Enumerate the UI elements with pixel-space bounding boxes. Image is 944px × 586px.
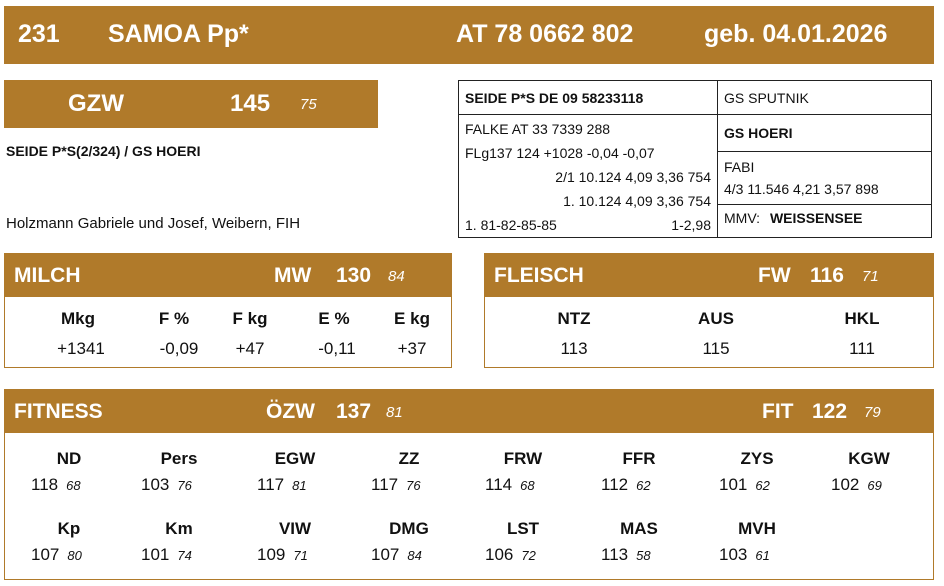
trait-name: Pers	[160, 449, 198, 468]
trait-value: 118	[31, 475, 59, 494]
fw-value: 116	[810, 264, 844, 287]
fitness-trait-ffr	[601, 449, 691, 495]
gzw-label: GZW	[68, 90, 124, 117]
trait-reliability: 61	[755, 548, 770, 563]
trait-name: Km	[165, 519, 193, 538]
milch-h-ekg: E kg	[394, 309, 430, 328]
trait-name: FRW	[503, 449, 543, 468]
fit-label: FIT	[762, 400, 794, 423]
trait-value-row	[371, 475, 461, 495]
trait-value-row	[485, 475, 575, 495]
trait-name: DMG	[389, 519, 429, 538]
fitness-panel	[4, 433, 934, 580]
dam-sire	[718, 152, 932, 238]
dam-perf-1: 2/1 10.124 4,09 3,36 754	[555, 169, 711, 185]
trait-value: 109	[257, 545, 286, 564]
fleisch-h-ntz: NTZ	[557, 309, 591, 328]
trait-value-row	[371, 545, 461, 565]
ozw-reliability: 81	[386, 404, 403, 421]
dam-scores: 1. 81-82-85-85	[465, 217, 557, 233]
trait-value-row	[601, 475, 691, 495]
trait-value-row	[141, 475, 231, 495]
trait-value: 103	[719, 545, 748, 564]
milch-bar	[4, 253, 452, 297]
milch-v-ekg: +37	[397, 339, 427, 358]
trait-reliability: 74	[177, 548, 192, 563]
fitness-trait-frw	[485, 449, 575, 495]
trait-value-row	[485, 545, 575, 565]
parentage: SEIDE P*S(2/324) / GS HOERI	[6, 143, 201, 159]
milch-h-fpct: F %	[158, 309, 190, 328]
trait-value: 113	[601, 545, 629, 564]
fitness-trait-dmg	[371, 519, 461, 565]
trait-value-row	[257, 475, 347, 495]
fleisch-title: FLEISCH	[494, 264, 584, 287]
header-bar	[4, 6, 934, 64]
trait-value: 106	[485, 545, 514, 564]
dam-last-row	[465, 213, 711, 237]
ozw-label: ÖZW	[266, 400, 315, 423]
trait-name: ND	[56, 449, 82, 468]
fleisch-v-ntz: 113	[560, 339, 588, 358]
trait-name: KGW	[848, 449, 890, 468]
trait-value: 117	[371, 475, 399, 494]
fitness-trait-km	[141, 519, 231, 565]
mw-value: 130	[336, 264, 372, 287]
trait-reliability: 68	[520, 478, 535, 493]
fleisch-v-aus: 115	[702, 339, 730, 358]
trait-name: ZZ	[398, 449, 420, 468]
mmv-value: WEISSENSEE	[769, 210, 863, 226]
milch-title: MILCH	[14, 264, 81, 287]
trait-reliability: 62	[636, 478, 651, 493]
trait-reliability: 68	[66, 478, 81, 493]
milch-h-mkg: Mkg	[61, 309, 95, 328]
dam-calving: 1-2,98	[671, 217, 711, 233]
sire: SEIDE P*S DE 09 58233118	[459, 81, 718, 115]
fitness-trait-mas	[601, 519, 691, 565]
trait-name: FFR	[622, 449, 656, 468]
mmv-label: MMV:	[724, 210, 761, 226]
sire-sire: GS SPUTNIK	[718, 81, 932, 115]
trait-value-row	[601, 545, 691, 565]
trait-reliability: 80	[67, 548, 82, 563]
fit-reliability: 79	[864, 404, 881, 421]
fitness-trait-kgw	[831, 449, 921, 495]
fit-value: 122	[812, 400, 848, 423]
fitness-trait-viw	[257, 519, 347, 565]
animal-number: 231	[18, 20, 60, 48]
dam: FALKE AT 33 7339 288	[465, 121, 611, 137]
fleisch-v-hkl: 111	[849, 339, 875, 358]
milch-v-epct: -0,11	[318, 339, 356, 358]
trait-reliability: 84	[407, 548, 422, 563]
fitness-trait-zz	[371, 449, 461, 495]
trait-value: 114	[485, 475, 513, 494]
animal-name: SAMOA Pp*	[108, 20, 249, 48]
fitness-trait-kp	[31, 519, 121, 565]
ear-tag: AT 78 0662 802	[456, 20, 634, 48]
trait-value: 101	[719, 475, 748, 494]
trait-value: 102	[831, 475, 860, 494]
trait-name: EGW	[274, 449, 316, 468]
fw-reliability: 71	[862, 268, 879, 285]
trait-reliability: 71	[293, 548, 308, 563]
fitness-trait-pers	[141, 449, 231, 495]
fitness-trait-zys	[719, 449, 809, 495]
trait-value-row	[719, 475, 809, 495]
birth-date: geb. 04.01.2026	[704, 20, 888, 48]
trait-value-row	[31, 545, 121, 565]
milch-panel	[4, 297, 452, 368]
fitness-trait-lst	[485, 519, 575, 565]
trait-reliability: 76	[177, 478, 192, 493]
trait-reliability: 62	[755, 478, 770, 493]
trait-value-row	[719, 545, 809, 565]
trait-value: 117	[257, 475, 285, 494]
fitness-trait-nd	[31, 449, 121, 495]
fitness-trait-egw	[257, 449, 347, 495]
trait-value: 107	[31, 545, 60, 564]
dam-lactation: FLg137 124 +1028 -0,04 -0,07	[465, 145, 655, 161]
dam-block	[459, 115, 718, 238]
milch-v-fkg: +47	[235, 339, 265, 358]
dam-sire-perf: 4/3 11.546 4,21 3,57 898	[724, 181, 879, 197]
pedigree-table	[458, 80, 932, 238]
trait-value: 103	[141, 475, 170, 494]
fitness-trait-mvh	[719, 519, 809, 565]
trait-reliability: 81	[292, 478, 307, 493]
trait-value: 112	[601, 475, 629, 494]
trait-value: 101	[141, 545, 170, 564]
ozw-value: 137	[336, 400, 372, 423]
trait-name: Kp	[57, 519, 81, 538]
trait-name: ZYS	[740, 449, 774, 468]
trait-name: LST	[506, 519, 540, 538]
fleisch-panel	[484, 297, 934, 368]
milch-h-fkg: F kg	[232, 309, 268, 328]
trait-value-row	[31, 475, 121, 495]
trait-value-row	[831, 475, 921, 495]
gzw-reliability: 75	[300, 96, 317, 113]
trait-value-row	[141, 545, 231, 565]
trait-name: MAS	[620, 519, 658, 538]
breeder: Holzmann Gabriele und Josef, Weibern, FIH	[6, 215, 301, 232]
trait-reliability: 72	[521, 548, 536, 563]
dam-perf-2: 1. 10.124 4,09 3,36 754	[563, 193, 711, 209]
sire-dam: GS HOERI	[718, 115, 932, 152]
fw-label: FW	[758, 264, 791, 287]
fleisch-h-hkl: HKL	[844, 309, 880, 328]
trait-reliability: 69	[867, 478, 882, 493]
fitness-title: FITNESS	[14, 400, 103, 423]
mmv-row	[718, 204, 931, 231]
gzw-value: 145	[230, 90, 271, 117]
trait-value: 107	[371, 545, 400, 564]
mw-label: MW	[274, 264, 312, 287]
dam-sire-name: FABI	[724, 159, 755, 175]
trait-reliability: 76	[406, 478, 421, 493]
trait-name: VIW	[278, 519, 312, 538]
milch-v-mkg: +1341	[57, 339, 105, 358]
fitness-bar	[4, 389, 934, 433]
gzw-bar	[4, 80, 378, 128]
milch-v-fpct: -0,09	[159, 339, 199, 358]
trait-value-row	[257, 545, 347, 565]
fleisch-h-aus: AUS	[698, 309, 734, 328]
milch-h-epct: E %	[318, 309, 350, 328]
trait-reliability: 58	[636, 548, 651, 563]
mw-reliability: 84	[388, 268, 405, 285]
trait-name: MVH	[738, 519, 776, 538]
fleisch-bar	[484, 253, 934, 297]
